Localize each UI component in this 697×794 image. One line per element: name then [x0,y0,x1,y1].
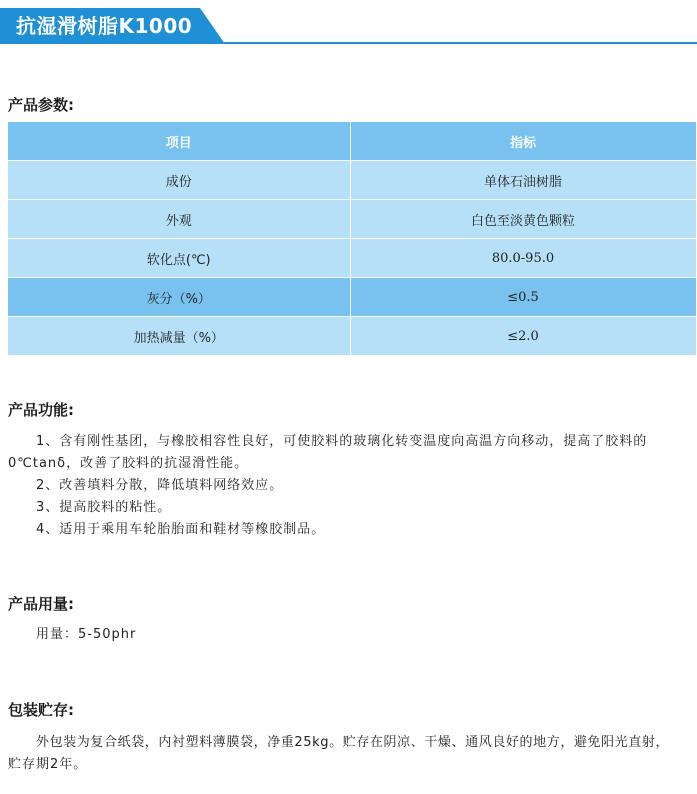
function-line-2: 2、改善填料分散，降低填料网络效应。 [36,478,284,493]
row-item: 成份 [8,161,350,200]
title-banner [0,8,697,44]
table-row [8,239,696,278]
packaging-heading: 包装贮存: [8,701,74,719]
params-table [8,122,697,356]
row-item: 软化点(℃) [8,239,350,278]
table-row [8,200,696,239]
packaging-line-2: 贮存期2年。 [8,757,88,772]
header-value: 指标 [350,122,696,161]
table-row [8,317,696,356]
row-value: 白色至淡黄色颗粒 [350,200,696,239]
row-item: 加热减量（%） [8,317,350,356]
table-row [8,161,696,200]
row-value: 80.0-95.0 [350,239,696,278]
row-item: 灰分（%） [8,278,350,317]
function-line-1a: 1、含有刚性基团，与橡胶相容性良好，可使胶料的玻璃化转变温度向高温方向移动，提高了胶料的 [36,434,648,449]
page-title: 抗湿滑树脂K1000 [16,14,193,38]
table-row [8,278,696,317]
header-item: 项目 [8,122,350,161]
row-item: 外观 [8,200,350,239]
function-line-3: 3、提高胶料的粘性。 [36,500,172,515]
table-header-row [8,122,696,161]
packaging-line-1: 外包装为复合纸袋，内衬塑料薄膜袋，净重25kg。贮存在阴凉、干燥、通风良好的地方，避免阳光直射， [36,735,670,750]
dosage-text: 用量：5-50phr [36,627,137,642]
function-line-1b: 0℃tanδ，改善了胶料的抗湿滑性能。 [8,456,249,471]
row-value: ≤0.5 [350,278,696,317]
function-heading: 产品功能: [8,401,74,419]
dosage-heading: 产品用量: [8,595,74,613]
function-line-4: 4、适用于乘用车轮胎胎面和鞋材等橡胶制品。 [36,522,326,537]
params-heading: 产品参数: [8,96,74,114]
row-value: 单体石油树脂 [350,161,696,200]
row-value: ≤2.0 [350,317,696,356]
